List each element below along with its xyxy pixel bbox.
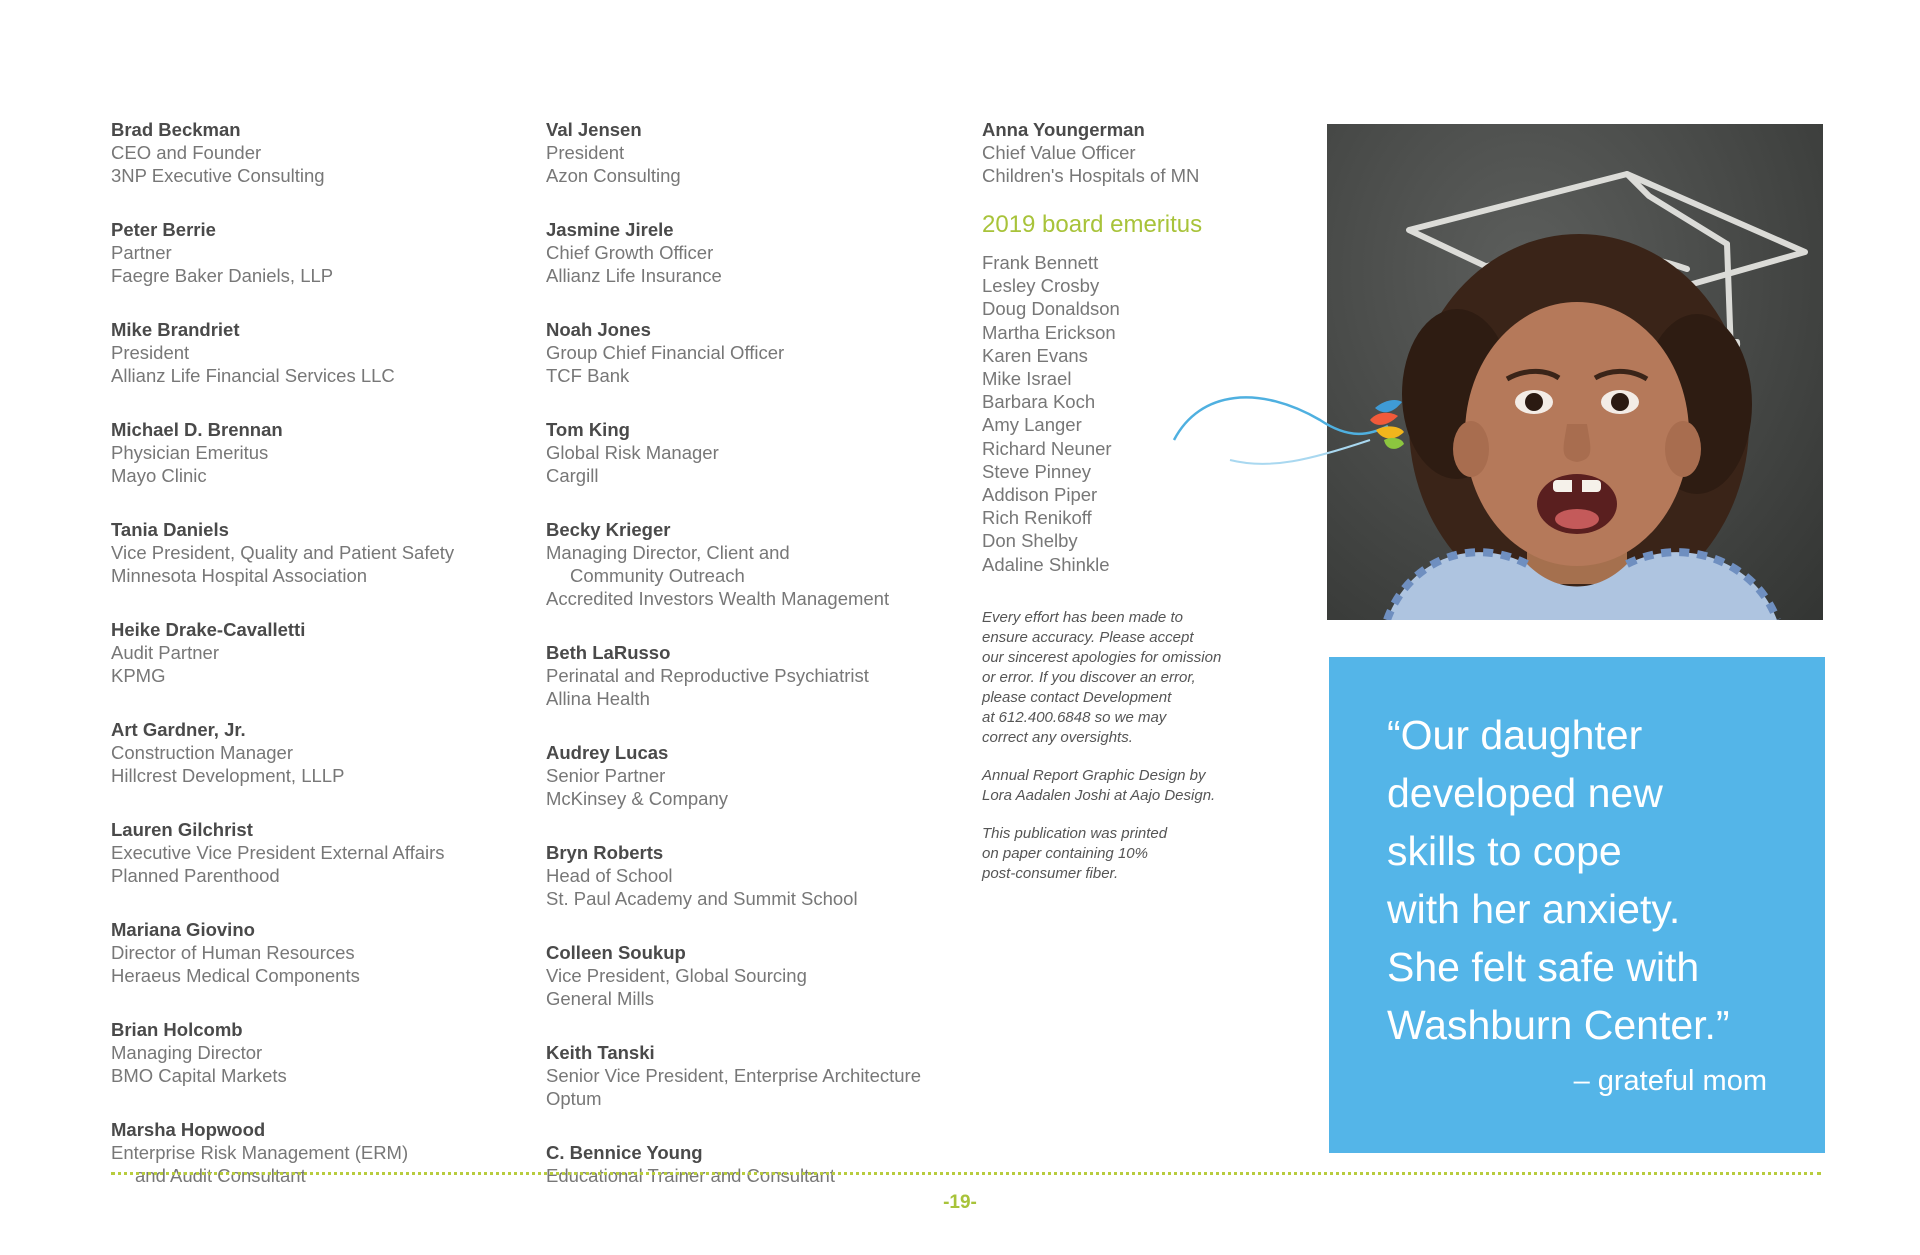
member-title: Chief Value Officer bbox=[982, 142, 1136, 163]
member-title: Perinatal and Reproductive Psychiatrist bbox=[546, 665, 869, 686]
note-line: at 612.400.6848 so we may bbox=[982, 708, 1167, 726]
note-line: Annual Report Graphic Design by bbox=[982, 766, 1206, 784]
member-title: Partner bbox=[111, 242, 172, 263]
member-org: Faegre Baker Daniels, LLP bbox=[111, 265, 334, 286]
board-member bbox=[546, 741, 966, 810]
member-name: Michael D. Brennan bbox=[111, 419, 283, 440]
board-member bbox=[546, 518, 966, 610]
board-member bbox=[546, 941, 966, 1010]
member-org: Allianz Life Financial Services LLC bbox=[111, 365, 395, 386]
emeritus-name: Addison Piper bbox=[982, 484, 1098, 506]
member-name: Tania Daniels bbox=[111, 519, 229, 540]
member-name: Audrey Lucas bbox=[546, 742, 669, 763]
member-org: BMO Capital Markets bbox=[111, 1065, 287, 1086]
member-title: Vice President, Global Sourcing bbox=[546, 965, 807, 986]
emeritus-name: Amy Langer bbox=[982, 414, 1082, 436]
member-name: Lauren Gilchrist bbox=[111, 819, 253, 840]
member-org: TCF Bank bbox=[546, 365, 630, 386]
board-member bbox=[111, 318, 531, 387]
board-member bbox=[546, 1141, 966, 1187]
emeritus-name: Karen Evans bbox=[982, 344, 1088, 366]
quote-attribution: – grateful mom bbox=[1573, 1065, 1767, 1097]
emeritus-name: Barbara Koch bbox=[982, 391, 1096, 413]
member-name: Tom King bbox=[546, 419, 630, 440]
note-line: correct any oversights. bbox=[982, 728, 1133, 746]
member-name: Colleen Soukup bbox=[546, 942, 686, 963]
accuracy-note bbox=[982, 608, 1272, 748]
board-member bbox=[111, 518, 531, 587]
member-title: Global Risk Manager bbox=[546, 442, 719, 463]
member-name: Art Gardner, Jr. bbox=[111, 719, 246, 740]
member-name: Mike Brandriet bbox=[111, 319, 240, 340]
member-title: Educational Trainer and Consultant bbox=[546, 1165, 835, 1186]
note-line: or error. If you discover an error, bbox=[982, 668, 1196, 686]
member-title: President bbox=[546, 142, 625, 163]
board-column-2 bbox=[546, 118, 966, 1218]
member-org: Children's Hospitals of MN bbox=[982, 165, 1200, 186]
note-line: Lora Aadalen Joshi at Aajo Design. bbox=[982, 786, 1216, 804]
disclaimer-notes bbox=[982, 608, 1272, 884]
note-line: This publication was printed bbox=[982, 824, 1168, 842]
member-title: Senior Partner bbox=[546, 765, 666, 786]
board-member bbox=[111, 618, 531, 687]
member-org: Heraeus Medical Components bbox=[111, 965, 360, 986]
member-title: Managing Director bbox=[111, 1042, 263, 1063]
member-title: Audit Partner bbox=[111, 642, 219, 663]
emeritus-name: Frank Bennett bbox=[982, 252, 1099, 273]
member-org: General Mills bbox=[546, 988, 654, 1009]
emeritus-name: Martha Erickson bbox=[982, 321, 1116, 343]
quote-line: with her anxiety. bbox=[1387, 886, 1681, 932]
note-line: on paper containing 10% bbox=[982, 844, 1148, 862]
member-name: Mariana Giovino bbox=[111, 919, 255, 940]
emeritus-name: Lesley Crosby bbox=[982, 275, 1100, 297]
member-title: Vice President, Quality and Patient Safety bbox=[111, 542, 455, 563]
member-name: Bryn Roberts bbox=[546, 842, 664, 863]
member-org: Allianz Life Insurance bbox=[546, 265, 722, 286]
emeritus-name: Richard Neuner bbox=[982, 437, 1112, 459]
member-name: Anna Youngerman bbox=[982, 119, 1145, 140]
note-line: please contact Development bbox=[982, 688, 1172, 706]
quote-line: developed new bbox=[1387, 770, 1663, 816]
board-column-1 bbox=[111, 118, 531, 1218]
page-number: -19- bbox=[943, 1192, 977, 1213]
board-member bbox=[546, 641, 966, 710]
board-member bbox=[546, 1041, 966, 1110]
emeritus-heading: 2019 board emeritus bbox=[982, 211, 1203, 238]
board-member bbox=[111, 818, 531, 887]
member-name: Brian Holcomb bbox=[111, 1019, 243, 1040]
member-name: Jasmine Jirele bbox=[546, 219, 674, 240]
member-title: Chief Growth Officer bbox=[546, 242, 714, 263]
member-title: Director of Human Resources bbox=[111, 942, 355, 963]
board-member bbox=[546, 218, 966, 287]
board-member bbox=[111, 718, 531, 787]
footer-divider bbox=[111, 1172, 1821, 1175]
bird-swoosh-icon bbox=[1170, 390, 1410, 500]
member-title: Head of School bbox=[546, 865, 673, 886]
member-name: Heike Drake-Cavalletti bbox=[111, 619, 306, 640]
member-title: Senior Vice President, Enterprise Architecture bbox=[546, 1065, 921, 1086]
member-name: Brad Beckman bbox=[111, 119, 241, 140]
member-name: Beth LaRusso bbox=[546, 642, 671, 663]
member-title: Physician Emeritus bbox=[111, 442, 269, 463]
member-org: Minnesota Hospital Association bbox=[111, 565, 368, 586]
note-line: ensure accuracy. Please accept bbox=[982, 628, 1194, 646]
member-name: Becky Krieger bbox=[546, 519, 671, 540]
member-org: Planned Parenthood bbox=[111, 865, 280, 886]
member-name: C. Bennice Young bbox=[546, 1142, 703, 1163]
board-member bbox=[111, 118, 531, 187]
member-title-continued: and Audit Consultant bbox=[135, 1165, 306, 1186]
board-member bbox=[111, 918, 531, 987]
board-column-3 bbox=[982, 118, 1282, 902]
member-name: Keith Tanski bbox=[546, 1042, 655, 1063]
member-org: Hillcrest Development, LLLP bbox=[111, 765, 345, 786]
member-org: Allina Health bbox=[546, 688, 650, 709]
board-member bbox=[111, 1018, 531, 1087]
member-title: Enterprise Risk Management (ERM) bbox=[111, 1142, 409, 1163]
member-org: Mayo Clinic bbox=[111, 465, 207, 486]
quote-line: skills to cope bbox=[1387, 828, 1622, 874]
photo-illustration bbox=[1327, 124, 1823, 620]
member-org: 3NP Executive Consulting bbox=[111, 165, 325, 186]
quote-line: “Our daughter bbox=[1387, 712, 1643, 758]
member-title: Managing Director, Client and bbox=[546, 542, 790, 563]
testimonial-quote-box bbox=[1329, 657, 1825, 1153]
board-member bbox=[546, 318, 966, 387]
board-member bbox=[546, 118, 966, 187]
member-org: Optum bbox=[546, 1088, 602, 1109]
member-org: Azon Consulting bbox=[546, 165, 681, 186]
emeritus-name: Steve Pinney bbox=[982, 460, 1092, 482]
quote-line: Washburn Center.” bbox=[1387, 1002, 1730, 1048]
board-member bbox=[111, 218, 531, 287]
emeritus-name: Mike Israel bbox=[982, 368, 1072, 390]
member-name: Peter Berrie bbox=[111, 219, 216, 240]
note-line: post-consumer fiber. bbox=[982, 864, 1119, 882]
girl-graduation-photo bbox=[1327, 124, 1823, 620]
board-member bbox=[546, 418, 966, 487]
member-org: St. Paul Academy and Summit School bbox=[546, 888, 858, 909]
member-org: Cargill bbox=[546, 465, 599, 486]
member-org: KPMG bbox=[111, 665, 166, 686]
board-member bbox=[111, 418, 531, 487]
member-title: Group Chief Financial Officer bbox=[546, 342, 785, 363]
member-name: Noah Jones bbox=[546, 319, 651, 340]
board-member bbox=[111, 1118, 531, 1187]
quote-line: She felt safe with bbox=[1387, 944, 1700, 990]
member-title-continued: Community Outreach bbox=[570, 565, 745, 586]
member-title: President bbox=[111, 342, 190, 363]
printing-note bbox=[982, 824, 1272, 884]
member-name: Val Jensen bbox=[546, 119, 642, 140]
note-line: our sincerest apologies for omission bbox=[982, 648, 1222, 666]
member-org: Accredited Investors Wealth Management bbox=[546, 588, 890, 609]
note-line: Every effort has been made to bbox=[982, 608, 1183, 626]
design-credit-note bbox=[982, 766, 1272, 806]
board-member bbox=[546, 841, 966, 910]
member-title: Executive Vice President External Affairs bbox=[111, 842, 445, 863]
emeritus-name: Don Shelby bbox=[982, 530, 1078, 552]
member-title: Construction Manager bbox=[111, 742, 294, 763]
emeritus-name: Doug Donaldson bbox=[982, 298, 1120, 320]
member-title: CEO and Founder bbox=[111, 142, 262, 163]
member-name: Marsha Hopwood bbox=[111, 1119, 266, 1140]
emeritus-name: Rich Renikoff bbox=[982, 507, 1092, 529]
emeritus-name: Adaline Shinkle bbox=[982, 553, 1110, 575]
board-member bbox=[982, 118, 1282, 187]
member-org: McKinsey & Company bbox=[546, 788, 728, 809]
